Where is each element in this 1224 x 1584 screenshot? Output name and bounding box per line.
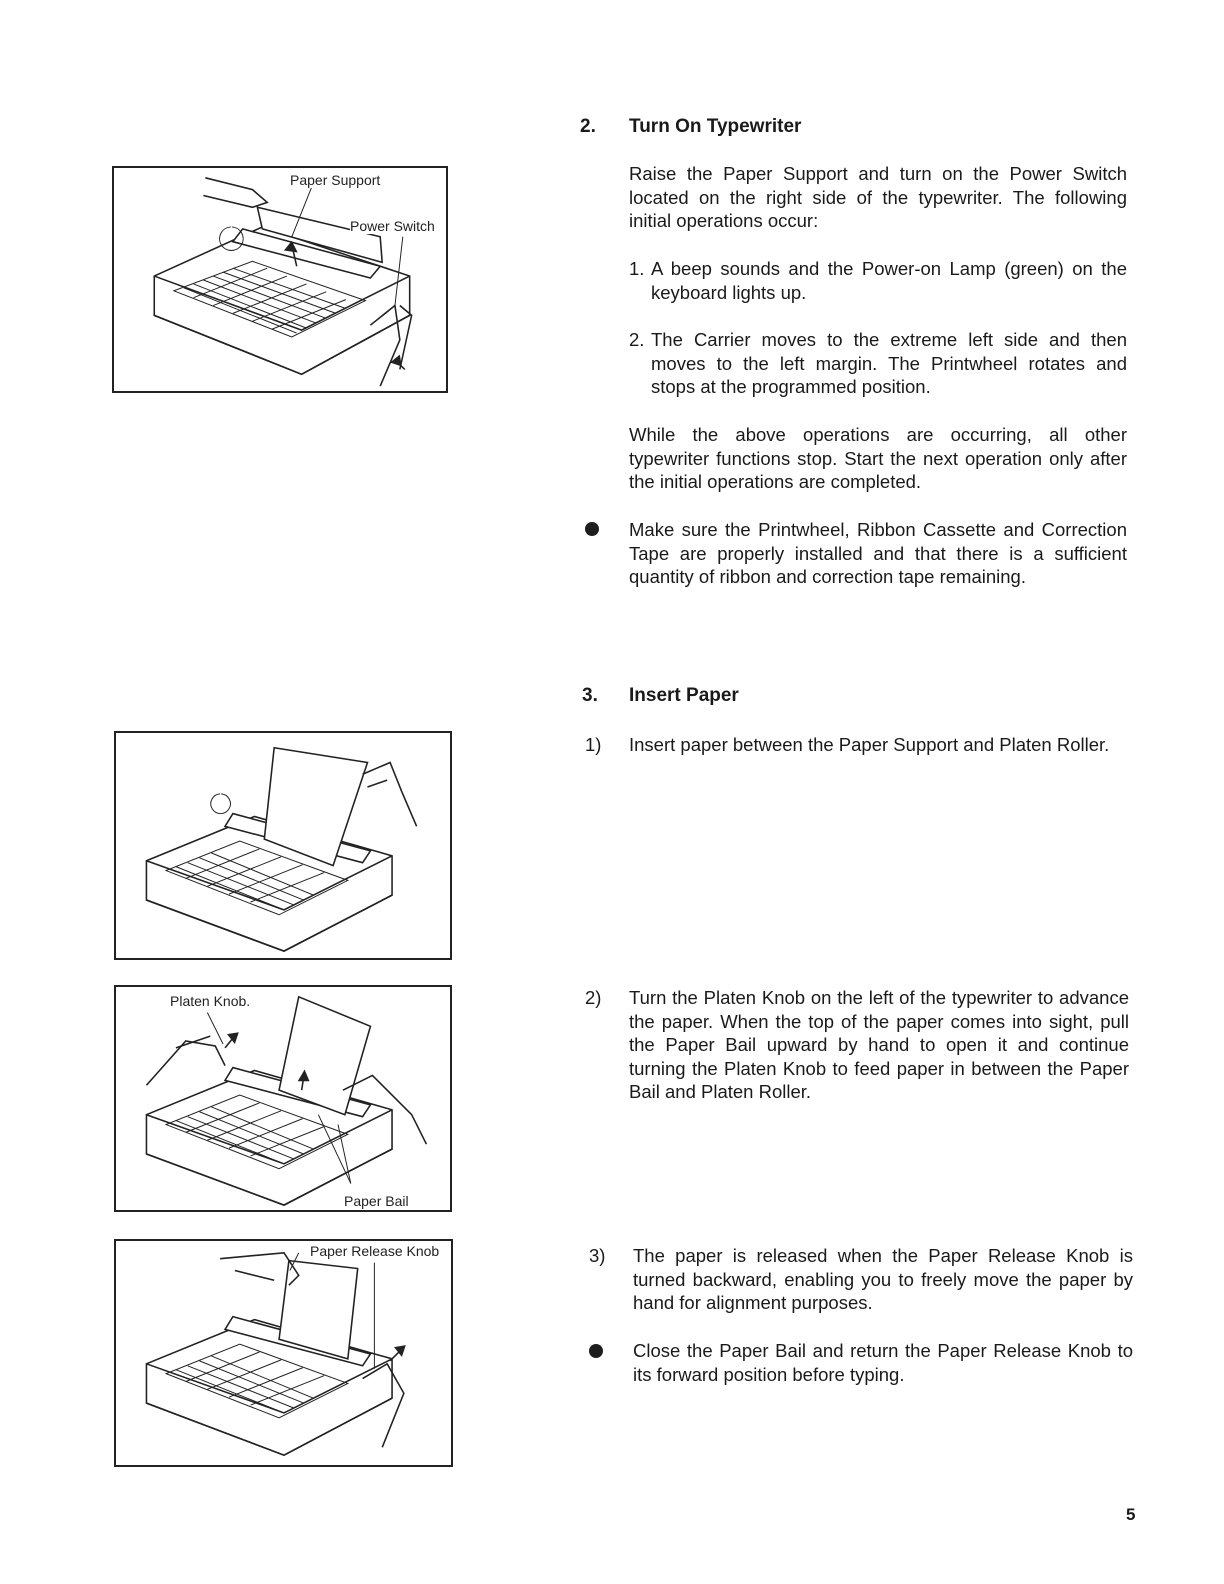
item-2-number: 2) [585, 987, 602, 1008]
section-2-note: While the above operations are occurring, all other typewriter functions stop. Start the next operation only after the initial operations are completed. [629, 424, 1127, 492]
section-2-step-1 [629, 257, 1127, 304]
section-2-bullet-note: Make sure the Printwheel, Ribbon Cassette and Correction Tape are properly installed and that there is a sufficient quantity of ribbon and correction tape remaining. [629, 519, 1127, 587]
label-paper-bail: Paper Bail [344, 1193, 409, 1209]
bullet-icon [585, 522, 599, 536]
section-3-bullet-note: Close the Paper Bail and return the Paper Release Knob to its forward position before typing. [633, 1340, 1133, 1385]
figure-insert-paper [114, 731, 452, 960]
item-3-number: 3) [589, 1245, 606, 1266]
step-number: 1. [629, 258, 645, 279]
item-1-number: 1) [585, 734, 602, 755]
item-2-text: Turn the Platen Knob on the left of the typewriter to advance the paper. When the top of the paper comes into sight, pull the Paper Bail upward by hand to open it and continue turning the Platen Knob to feed paper in between the Paper Bail and Platen Roller. [629, 987, 1129, 1102]
section-2-intro: Raise the Paper Support and turn on the Power Switch located on the right side of the typewriter. The following initial operations occur: [629, 163, 1127, 231]
step-number: 2. [629, 329, 645, 350]
label-power-switch: Power Switch [350, 218, 435, 234]
section-2-title: Turn On Typewriter [629, 116, 802, 137]
label-paper-release-knob: Paper Release Knob [310, 1243, 440, 1259]
label-platen-knob: Platen Knob. [170, 993, 251, 1009]
typewriter-platen-knob-illustration [116, 987, 450, 1210]
bullet-icon [589, 1344, 603, 1358]
section-3-title: Insert Paper [629, 685, 739, 706]
step-text: A beep sounds and the Power-on Lamp (green) on the keyboard lights up. [651, 258, 1127, 303]
section-2-step-2 [629, 328, 1127, 399]
label-paper-support: Paper Support [290, 172, 381, 188]
figure-paper-release-knob [114, 1239, 453, 1467]
typewriter-power-illustration [114, 168, 446, 391]
item-1-text: Insert paper between the Paper Support and Platen Roller. [629, 734, 1110, 755]
typewriter-paper-release-illustration [116, 1241, 451, 1465]
page-number: 5 [1126, 1505, 1136, 1524]
typewriter-insert-paper-illustration [116, 733, 450, 958]
figure-platen-knob [114, 985, 452, 1212]
step-text: The Carrier moves to the extreme left side and then moves to the left margin. The Printwheel rotates and stops at the programmed position. [651, 329, 1127, 397]
section-3-number: 3. [582, 685, 598, 706]
section-2-number: 2. [580, 116, 596, 137]
figure-turn-on-typewriter [112, 166, 448, 393]
item-3-text: The paper is released when the Paper Release Knob is turned backward, enabling you to freely move the paper by hand for alignment purposes. [633, 1245, 1133, 1313]
